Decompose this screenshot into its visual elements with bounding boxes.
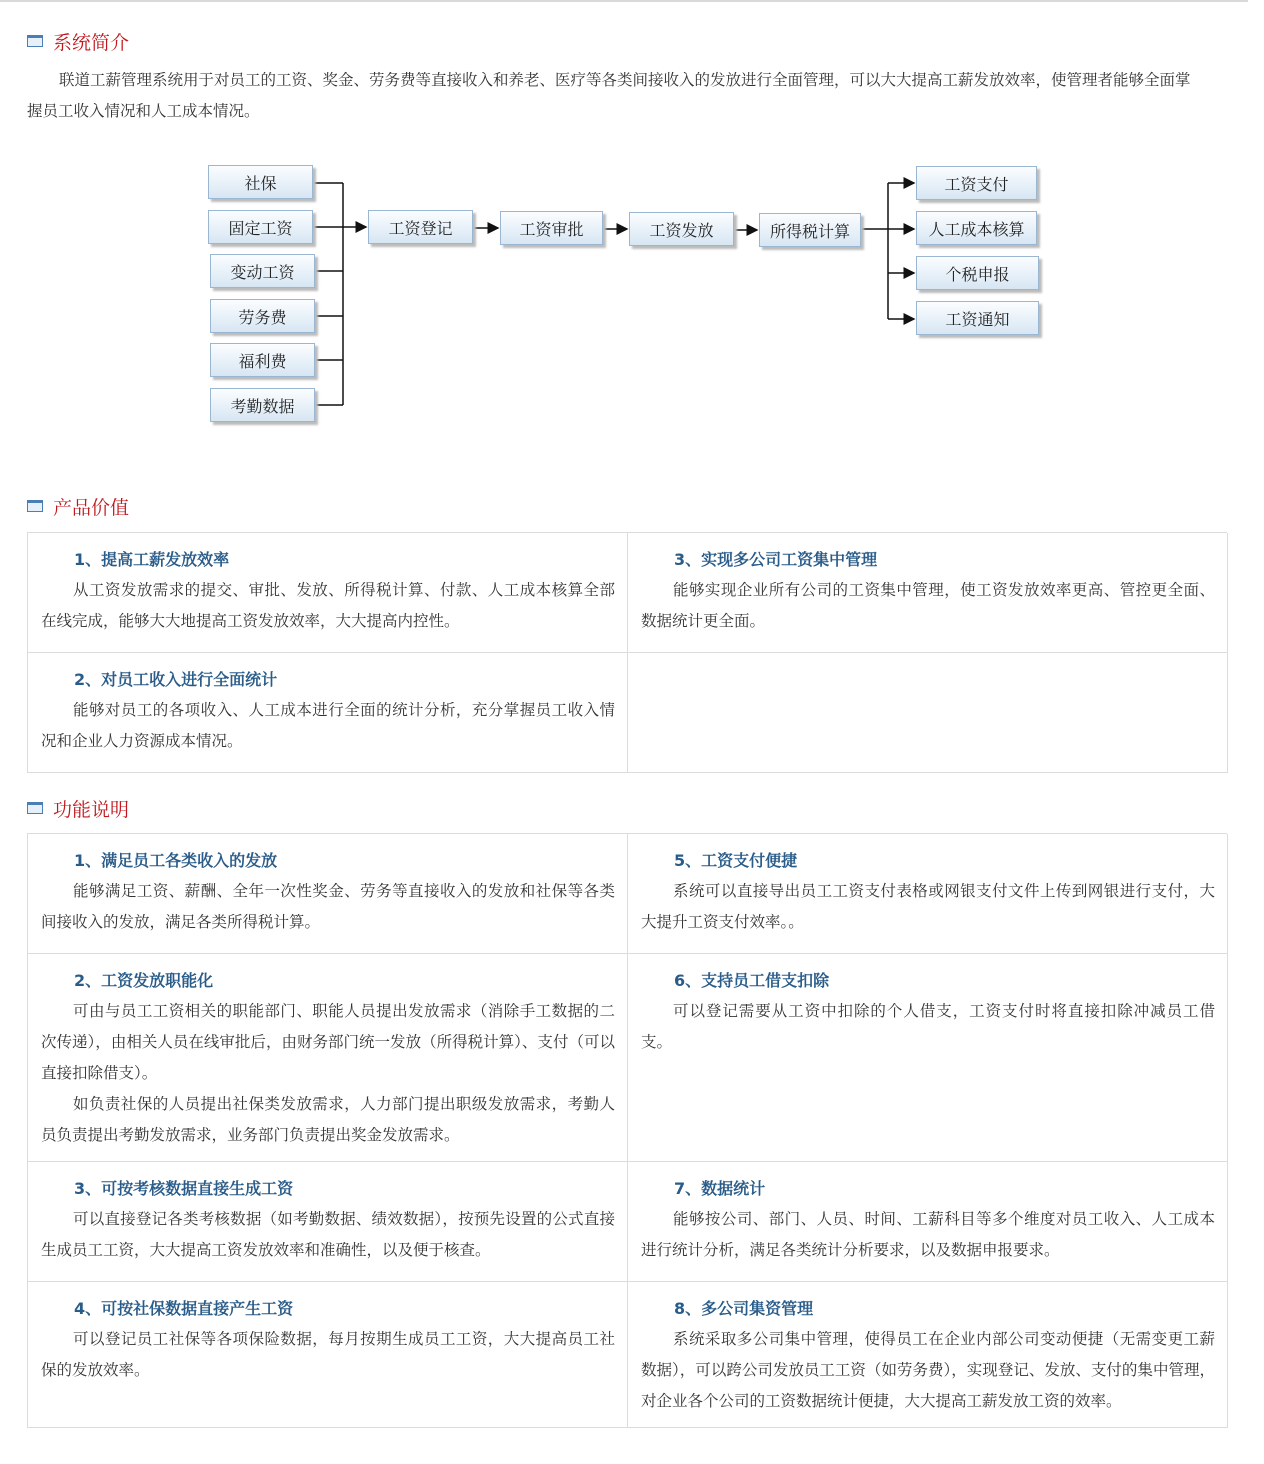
feature-cell [628, 1282, 1228, 1428]
cell-title: 2、对员工收入进行全面统计 [74, 670, 278, 689]
flow-input-box: 固定工资 [208, 210, 313, 244]
cell-text: 可以直接登记各类考核数据（如考勤数据、绩效数据），按预先设置的公式直接生成员工工资，大大提高工资发放效率和准确性，以及便于核查。 [41, 1210, 615, 1259]
flow-input-box: 社保 [208, 165, 313, 199]
cell-text: 能够实现企业所有公司的工资集中管理，使工资发放效率更高、管控更全面、数据统计更全面。 [641, 581, 1215, 630]
window-icon [27, 500, 43, 512]
cell-title: 3、实现多公司工资集中管理 [674, 550, 878, 569]
value-cell [628, 533, 1228, 653]
cell-title: 6、支持员工借支扣除 [674, 971, 830, 990]
value-cell-empty [628, 653, 1228, 773]
cell-title: 7、数据统计 [674, 1179, 766, 1198]
flow-step-box: 所得税计算 [759, 213, 861, 247]
flow-output-box: 工资支付 [916, 166, 1037, 200]
value-cell [28, 533, 628, 653]
feature-cell [628, 954, 1228, 1162]
flow-output-box: 工资通知 [916, 301, 1039, 335]
cell-title: 8、多公司集资管理 [674, 1299, 814, 1318]
cell-text: 可由与员工工资相关的职能部门、职能人员提出发放需求（消除手工数据的二次传递），由相关人员在线审批后，由财务部门统一发放（所得税计算）、支付（可以直接扣除借支）。 [41, 1002, 615, 1082]
flow-output-box: 人工成本核算 [916, 211, 1037, 245]
flow-input-box: 考勤数据 [210, 388, 315, 422]
cell-text: 从工资发放需求的提交、审批、发放、所得税计算、付款、人工成本核算全部在线完成，能够大大地提高工资发放效率，大大提高内控性。 [41, 581, 615, 630]
flow-step-box: 工资发放 [629, 212, 734, 246]
flow-step-box: 工资登记 [368, 210, 473, 244]
cell-text: 可以登记需要从工资中扣除的个人借支，工资支付时将直接扣除冲减员工借支。 [641, 1002, 1215, 1051]
cell-text: 能够按公司、部门、人员、时间、工薪科目等多个维度对员工收入、人工成本进行统计分析，满足各类统计分析要求，以及数据申报要求。 [641, 1210, 1215, 1259]
feature-cell [28, 1282, 628, 1428]
section-title: 产品价值 [53, 496, 130, 519]
cell-title: 3、可按考核数据直接生成工资 [74, 1179, 294, 1198]
flow-step-box: 工资审批 [500, 211, 603, 245]
section-title: 功能说明 [53, 798, 130, 821]
feature-cell [628, 1162, 1228, 1282]
section-header-value [27, 491, 129, 521]
feature-cell [28, 1162, 628, 1282]
cell-text: 能够对员工的各项收入、人工成本进行全面的统计分析，充分掌握员工收入情况和企业人力资源成本情况。 [41, 701, 615, 750]
cell-text: 可以登记员工社保等各项保险数据，每月按期生成员工工资，大大提高员工社保的发放效率。 [41, 1330, 615, 1379]
value-cell [28, 653, 628, 773]
flow-connectors [0, 150, 1264, 450]
cell-title: 1、提高工薪发放效率 [74, 550, 230, 569]
section-header-features [27, 793, 129, 823]
window-icon [27, 35, 43, 47]
flow-input-box: 劳务费 [210, 299, 315, 333]
cell-title: 1、满足员工各类收入的发放 [74, 851, 278, 870]
section-title: 系统简介 [53, 31, 130, 54]
feature-cell [628, 834, 1228, 954]
flow-input-box: 福利费 [210, 343, 315, 377]
section-header-intro [27, 26, 129, 56]
product-value-grid [27, 532, 1227, 773]
feature-cell [28, 954, 628, 1162]
cell-text: 如负责社保的人员提出社保类发放需求，人力部门提出职级发放需求，考勤人员负责提出考勤发放需求，业务部门负责提出奖金发放需求。 [41, 1095, 615, 1144]
cell-text: 系统采取多公司集中管理，使得员工在企业内部公司变动便捷（无需变更工薪数据），可以跨公司发放员工工资（如劳务费），实现登记、发放、支付的集中管理，对企业各个公司的工资数据统计便捷，大大提高工薪发放工资的效率。 [641, 1330, 1215, 1410]
cell-text: 系统可以直接导出员工工资支付表格或网银支付文件上传到网银进行支付，大大提升工资支付效率。。 [641, 882, 1215, 931]
top-divider [0, 0, 1248, 2]
cell-text: 能够满足工资、薪酬、全年一次性奖金、劳务等直接收入的发放和社保等各类间接收入的发放，满足各类所得税计算。 [41, 882, 615, 931]
cell-title: 5、工资支付便捷 [674, 851, 798, 870]
flow-input-box: 变动工资 [210, 254, 315, 288]
features-grid [27, 833, 1227, 1428]
flow-output-box: 个税申报 [916, 256, 1039, 290]
intro-text: 联道工薪管理系统用于对员工的工资、奖金、劳务费等直接收入和养老、医疗等各类间接收入的发放进行全面管理，可以大大提高工薪发放效率，使管理者能够全面掌握员工收入情况和人工成本情况。 [27, 71, 1191, 120]
window-icon [27, 802, 43, 814]
cell-title: 2、工资发放职能化 [74, 971, 214, 990]
flow-diagram [0, 150, 1264, 450]
cell-title: 4、可按社保数据直接产生工资 [74, 1299, 294, 1318]
feature-cell [28, 834, 628, 954]
